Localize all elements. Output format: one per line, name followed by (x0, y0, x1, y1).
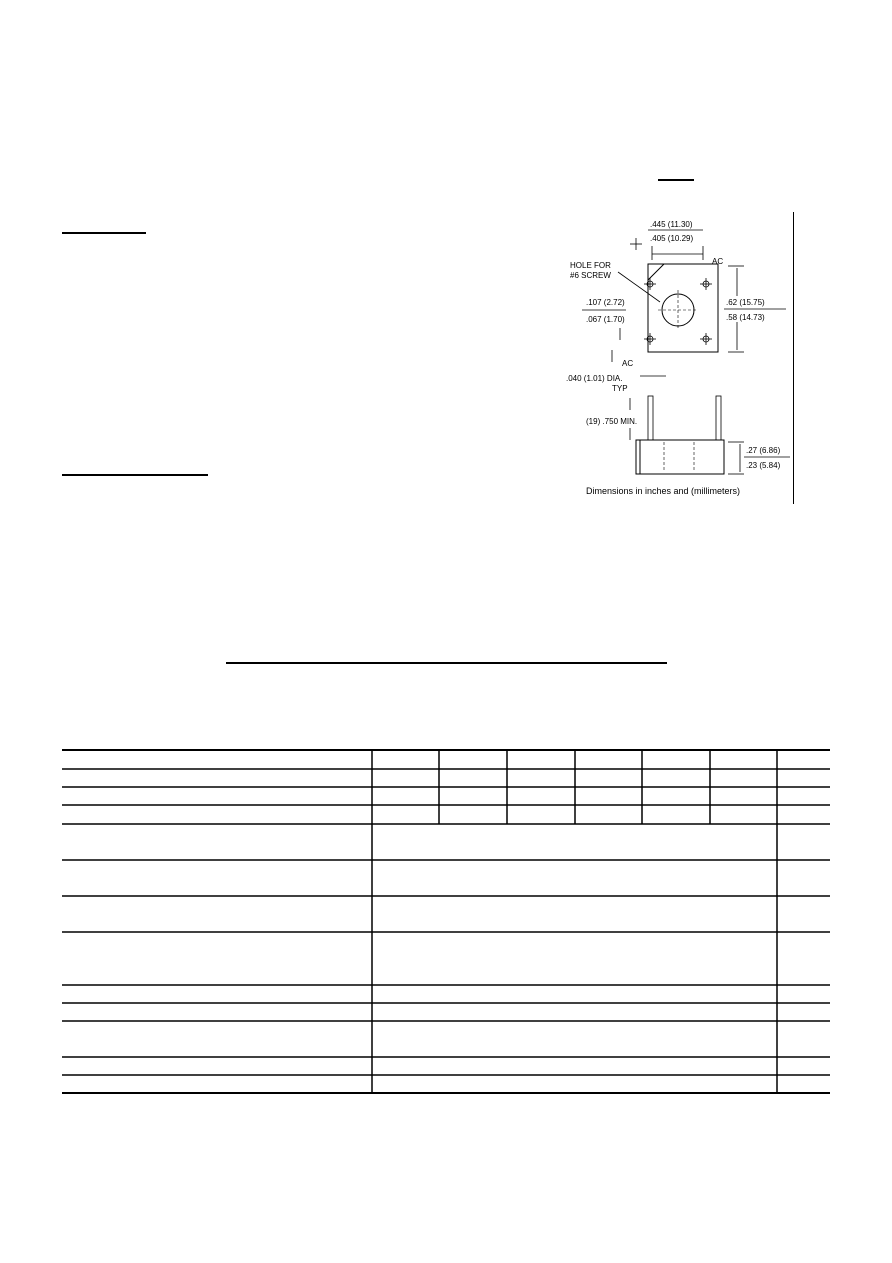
dim-right-max: .62 (15.75) (726, 298, 765, 307)
features-heading-rule (62, 232, 146, 234)
drawing-caption: Dimensions in inches and (millimeters) (586, 486, 741, 496)
dim-top-min: .405 (10.29) (650, 234, 694, 243)
lead-diameter-line2: TYP (612, 384, 628, 393)
lead-length-label: (19) .750 MIN. (586, 417, 638, 426)
package-outline-drawing (560, 210, 800, 510)
lead-diameter-line1: .040 (1.01) DIA. (566, 374, 623, 383)
ac-label-top: AC (712, 257, 724, 266)
header-rule (658, 179, 694, 181)
dim-left-min: .067 (1.70) (586, 315, 625, 324)
hole-label-line2: #6 SCREW (570, 271, 611, 280)
hole-label-line1: HOLE FOR (570, 261, 611, 270)
dim-left-max: .107 (2.72) (586, 298, 625, 307)
dim-top-max: .445 (11.30) (650, 220, 693, 229)
dim-height-max: .27 (6.86) (746, 446, 781, 455)
mechanical-heading-rule (62, 474, 208, 476)
ac-label-bottom: AC (622, 359, 634, 368)
ratings-table (62, 749, 830, 1095)
ratings-title-rule (226, 662, 667, 664)
dim-height-min: .23 (5.84) (746, 461, 781, 470)
dim-right-min: .58 (14.73) (726, 313, 765, 322)
